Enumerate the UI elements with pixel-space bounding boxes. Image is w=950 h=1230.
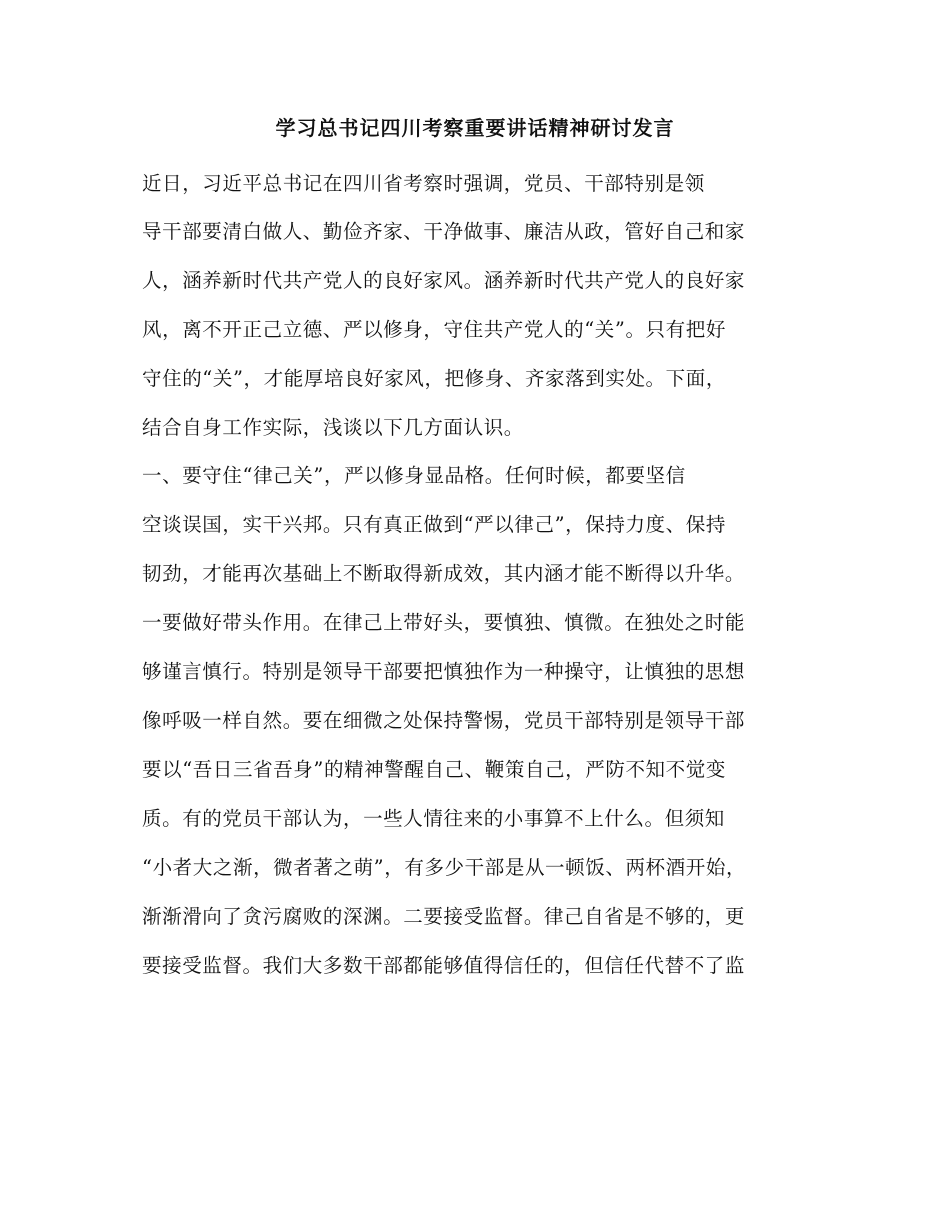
body-line-14: 质。有的党员干部认为，一些人情往来的小事算不上什么。但须知 [142, 807, 725, 830]
body-line-12: 像呼吸一样自然。要在细微之处保持警惕，党员干部特别是领导干部 [142, 709, 746, 732]
document-title: 学习总书记四川考察重要讲话精神研讨发言 [275, 116, 675, 140]
body-line-17: 要接受监督。我们大多数干部都能够值得信任的，但信任代替不了监 [142, 954, 746, 977]
body-line-13: 要以“吾日三省吾身”的精神警醒自己、鞭策自己，严防不知不觉变 [142, 758, 726, 781]
body-line-8: 空谈误国，实干兴邦。只有真正做到“严以律己”，保持力度、保持 [142, 513, 726, 536]
body-line-6: 结合自身工作实际，浅谈以下几方面认识。 [142, 416, 524, 439]
body-line-10: 一要做好带头作用。在律己上带好头，要慎独、慎微。在独处之时能 [142, 611, 746, 634]
body-line-16: 渐渐滑向了贪污腐败的深渊。二要接受监督。律己自省是不够的，更 [142, 905, 746, 928]
body-line-1: 近日，习近平总书记在四川省考察时强调，党员、干部特别是领 [142, 172, 705, 195]
body-line-2: 导干部要清白做人、勤俭齐家、干净做事、廉洁从政，管好自己和家 [142, 220, 746, 243]
body-line-7: 一、要守住“律己关”，严以修身显品格。任何时候，都要坚信 [142, 464, 686, 487]
body-line-5: 守住的“关”，才能厚培良好家风，把修身、齐家落到实处。下面， [142, 367, 726, 390]
body-line-11: 够谨言慎行。特别是领导干部要把慎独作为一种操守，让慎独的思想 [142, 660, 746, 683]
body-line-4: 风，离不开正己立德、严以修身，守住共产党人的“关”。只有把好 [142, 318, 726, 341]
body-line-15: “小者大之渐，微者著之萌”，有多少干部是从一顿饭、两杯酒开始， [142, 856, 747, 879]
body-line-9: 韧劲，才能再次基础上不断取得新成效，其内涵才能不断得以升华。 [142, 562, 746, 585]
body-line-3: 人，涵养新时代共产党人的良好家风。涵养新时代共产党人的良好家 [142, 269, 746, 292]
